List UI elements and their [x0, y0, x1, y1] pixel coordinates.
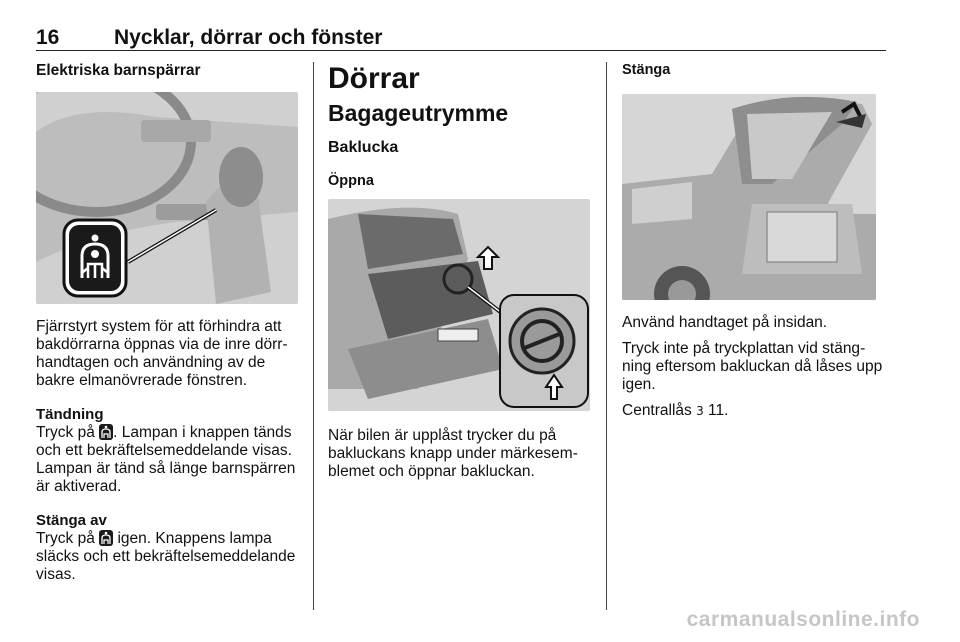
off-paragraph: Tryck på igen. Knappens lampa släcks och ett bekräftelsemeddelande visas.: [36, 530, 296, 583]
subheading-ignition: Tändning: [36, 406, 104, 423]
column-child-locks: [36, 62, 298, 592]
watermark: carmanualsonline.info: [686, 608, 920, 631]
close-paragraph-2: Tryck inte på tryckplattan vid stängning eftersom bakluckan då låses upp igen.: [622, 340, 883, 393]
column-divider: [313, 62, 314, 610]
tailgate-close-illustration: [622, 94, 876, 300]
page-header: [36, 26, 886, 51]
close-paragraph-1: Använd handtaget på insidan.: [622, 314, 828, 331]
page-ref-icon: 3: [696, 404, 704, 418]
heading-luggage: Bagageutrymme: [328, 100, 509, 126]
central-lock-reference: Centrallås 3 11.: [622, 402, 729, 419]
tailgate-open-illustration: [328, 199, 590, 411]
ignition-paragraph: Tryck på . Lampan i knappen tänds och ett bekräftelsemeddelande visas. Lampan är tänd så länge barnspärren är aktiverad.: [36, 424, 296, 495]
column-divider: [606, 62, 607, 610]
child-lock-icon: [99, 530, 113, 546]
child-lock-illustration: [36, 92, 298, 304]
subheading-off: Stänga av: [36, 512, 107, 529]
heading-tailgate: Baklucka: [328, 139, 399, 156]
heading-close: Stänga: [622, 62, 671, 78]
child-lock-icon: [99, 424, 113, 440]
heading-doors: Dörrar: [328, 62, 420, 95]
page-number: 16: [36, 26, 60, 49]
section-heading: Elektriska barnspärrar: [36, 62, 201, 79]
heading-open: Öppna: [328, 173, 374, 189]
intro-paragraph: Fjärrstyrt system för att förhindra att bakdörrarna öppnas via de inre dörrhandtagen och användning av de bakre elmanövrerade fönstren.: [36, 318, 288, 389]
column-close: [622, 62, 888, 428]
open-paragraph: När bilen är upplåst trycker du på bakluckans knapp under märkesemblemet och öppnar bakluckan.: [328, 427, 578, 480]
column-doors: [328, 62, 590, 489]
page-title: Nycklar, dörrar och fönster: [114, 26, 383, 49]
